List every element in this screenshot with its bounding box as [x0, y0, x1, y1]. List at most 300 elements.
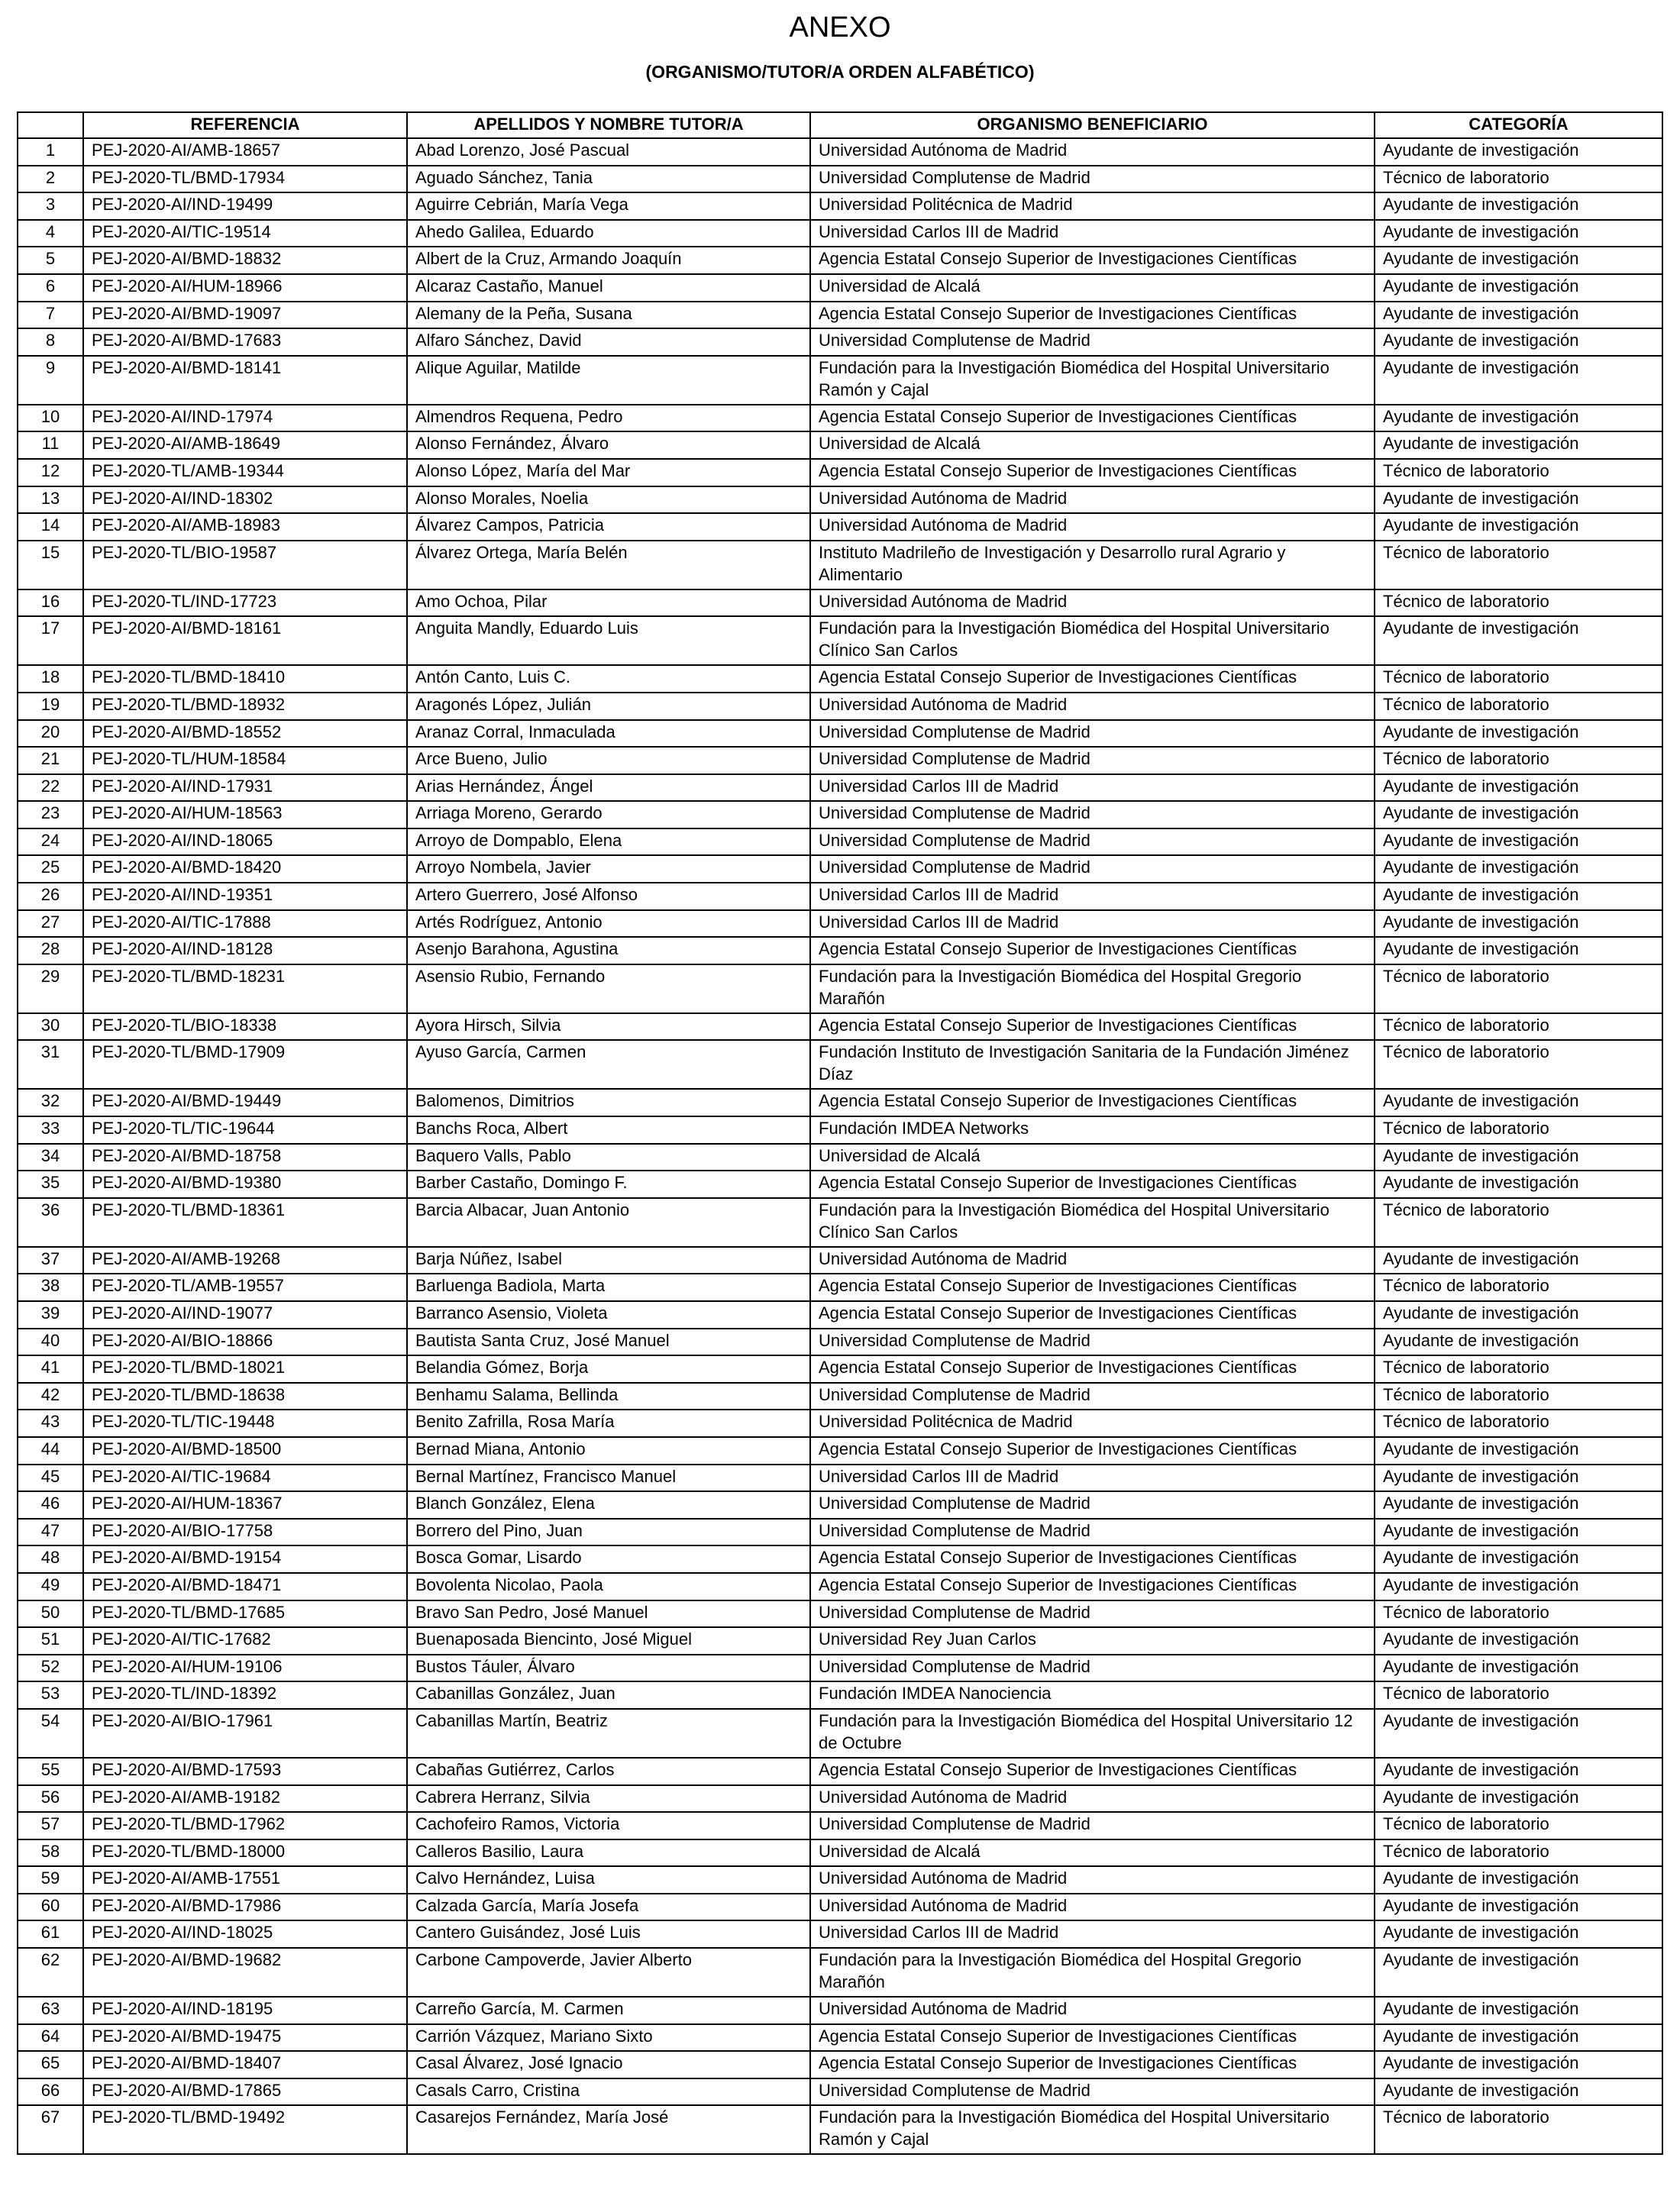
organismo-cell: Universidad Complutense de Madrid: [810, 328, 1375, 356]
table-row: [18, 1545, 1662, 1573]
tutor-cell: Ahedo Galilea, Eduardo: [407, 220, 810, 247]
referencia-cell: PEJ-2020-AI/HUM-18367: [83, 1491, 407, 1519]
row-number: 44: [18, 1437, 83, 1465]
table-row: [18, 302, 1662, 329]
organismo-cell: Agencia Estatal Consejo Superior de Investigaciones Científicas: [810, 247, 1375, 274]
categoria-cell: Ayudante de investigación: [1375, 356, 1662, 405]
row-number: 51: [18, 1627, 83, 1655]
referencia-cell: PEJ-2020-AI/TIC-17888: [83, 910, 407, 938]
categoria-cell: Técnico de laboratorio: [1375, 1040, 1662, 1089]
categoria-cell: Técnico de laboratorio: [1375, 1383, 1662, 1410]
referencia-cell: PEJ-2020-TL/BMD-18000: [83, 1839, 407, 1867]
categoria-cell: Técnico de laboratorio: [1375, 1410, 1662, 1437]
organismo-cell: Agencia Estatal Consejo Superior de Investigaciones Científicas: [810, 459, 1375, 486]
tutor-cell: Albert de la Cruz, Armando Joaquín: [407, 247, 810, 274]
row-number: 31: [18, 1040, 83, 1089]
referencia-cell: PEJ-2020-AI/TIC-19684: [83, 1465, 407, 1492]
referencia-cell: PEJ-2020-AI/BMD-19154: [83, 1545, 407, 1573]
row-number: 60: [18, 1894, 83, 1921]
referencia-cell: PEJ-2020-AI/IND-18128: [83, 937, 407, 964]
organismo-cell: Fundación para la Investigación Biomédica del Hospital Universitario Ramón y Cajal: [810, 356, 1375, 405]
row-number: 25: [18, 855, 83, 883]
row-number: 12: [18, 459, 83, 486]
table-row: [18, 1812, 1662, 1839]
organismo-cell: Universidad Politécnica de Madrid: [810, 192, 1375, 220]
table-row: [18, 2105, 1662, 2154]
categoria-cell: Técnico de laboratorio: [1375, 459, 1662, 486]
organismo-cell: Agencia Estatal Consejo Superior de Investigaciones Científicas: [810, 1274, 1375, 1301]
tutor-cell: Cantero Guisández, José Luis: [407, 1920, 810, 1948]
categoria-cell: Ayudante de investigación: [1375, 883, 1662, 910]
row-number: 33: [18, 1116, 83, 1144]
organismo-cell: Agencia Estatal Consejo Superior de Investigaciones Científicas: [810, 1089, 1375, 1116]
tutor-cell: Aguirre Cebrián, María Vega: [407, 192, 810, 220]
organismo-cell: Universidad Autónoma de Madrid: [810, 693, 1375, 720]
referencia-cell: PEJ-2020-AI/HUM-18966: [83, 274, 407, 302]
organismo-cell: Universidad Complutense de Madrid: [810, 1383, 1375, 1410]
table-row: [18, 405, 1662, 432]
table-row: [18, 138, 1662, 166]
referencia-cell: PEJ-2020-AI/BMD-18471: [83, 1573, 407, 1600]
row-number: 8: [18, 328, 83, 356]
categoria-cell: Ayudante de investigación: [1375, 486, 1662, 514]
row-number: 58: [18, 1839, 83, 1867]
table-row: [18, 1948, 1662, 1997]
table-row: [18, 1681, 1662, 1709]
row-number: 50: [18, 1600, 83, 1628]
tutor-cell: Bovolenta Nicolao, Paola: [407, 1573, 810, 1600]
header-organismo: ORGANISMO BENEFICIARIO: [810, 112, 1375, 138]
categoria-cell: Técnico de laboratorio: [1375, 1198, 1662, 1247]
categoria-cell: Ayudante de investigación: [1375, 1545, 1662, 1573]
table-row: [18, 1247, 1662, 1274]
document-title: ANEXO: [789, 11, 891, 44]
row-number: 9: [18, 356, 83, 405]
referencia-cell: PEJ-2020-TL/BMD-18410: [83, 665, 407, 693]
organismo-cell: Universidad Politécnica de Madrid: [810, 1410, 1375, 1437]
table-row: [18, 1573, 1662, 1600]
organismo-cell: Agencia Estatal Consejo Superior de Investigaciones Científicas: [810, 1013, 1375, 1041]
referencia-cell: PEJ-2020-TL/BMD-17962: [83, 1812, 407, 1839]
categoria-cell: Ayudante de investigación: [1375, 1920, 1662, 1948]
categoria-cell: Técnico de laboratorio: [1375, 166, 1662, 193]
row-number: 62: [18, 1948, 83, 1997]
row-number: 64: [18, 2024, 83, 2052]
tutor-cell: Artés Rodríguez, Antonio: [407, 910, 810, 938]
tutor-cell: Cabanillas Martín, Beatriz: [407, 1709, 810, 1758]
referencia-cell: PEJ-2020-AI/BMD-19682: [83, 1948, 407, 1997]
organismo-cell: Agencia Estatal Consejo Superior de Investigaciones Científicas: [810, 1545, 1375, 1573]
row-number: 38: [18, 1274, 83, 1301]
referencia-cell: PEJ-2020-AI/IND-18302: [83, 486, 407, 514]
categoria-cell: Ayudante de investigación: [1375, 855, 1662, 883]
referencia-cell: PEJ-2020-AI/BIO-17961: [83, 1709, 407, 1758]
categoria-cell: Técnico de laboratorio: [1375, 589, 1662, 617]
categoria-cell: Ayudante de investigación: [1375, 1171, 1662, 1198]
referencia-cell: PEJ-2020-AI/IND-18195: [83, 1997, 407, 2024]
referencia-cell: PEJ-2020-AI/AMB-17551: [83, 1866, 407, 1894]
tutor-cell: Almendros Requena, Pedro: [407, 405, 810, 432]
referencia-cell: PEJ-2020-TL/AMB-19344: [83, 459, 407, 486]
table-row: [18, 747, 1662, 774]
organismo-cell: Universidad Complutense de Madrid: [810, 828, 1375, 856]
referencia-cell: PEJ-2020-AI/TIC-17682: [83, 1627, 407, 1655]
tutor-cell: Arce Bueno, Julio: [407, 747, 810, 774]
tutor-cell: Bustos Táuler, Álvaro: [407, 1655, 810, 1682]
table-row: [18, 1274, 1662, 1301]
tutor-cell: Calzada García, María Josefa: [407, 1894, 810, 1921]
referencia-cell: PEJ-2020-AI/BMD-18141: [83, 356, 407, 405]
categoria-cell: Ayudante de investigación: [1375, 1573, 1662, 1600]
tutor-cell: Carreño García, M. Carmen: [407, 1997, 810, 2024]
referencia-cell: PEJ-2020-AI/AMB-18649: [83, 431, 407, 459]
referencia-cell: PEJ-2020-AI/AMB-18983: [83, 513, 407, 541]
tutor-cell: Borrero del Pino, Juan: [407, 1519, 810, 1546]
organismo-cell: Agencia Estatal Consejo Superior de Investigaciones Científicas: [810, 665, 1375, 693]
categoria-cell: Ayudante de investigación: [1375, 192, 1662, 220]
referencia-cell: PEJ-2020-TL/BMD-18932: [83, 693, 407, 720]
table-row: [18, 1013, 1662, 1041]
categoria-cell: Ayudante de investigación: [1375, 1301, 1662, 1329]
referencia-cell: PEJ-2020-TL/BMD-17685: [83, 1600, 407, 1628]
referencia-cell: PEJ-2020-AI/BMD-18407: [83, 2051, 407, 2078]
categoria-cell: Ayudante de investigación: [1375, 828, 1662, 856]
tutor-cell: Alcaraz Castaño, Manuel: [407, 274, 810, 302]
referencia-cell: PEJ-2020-AI/BMD-17865: [83, 2078, 407, 2106]
table-row: [18, 720, 1662, 748]
tutor-cell: Casarejos Fernández, María José: [407, 2105, 810, 2154]
row-number: 53: [18, 1681, 83, 1709]
table-row: [18, 616, 1662, 665]
organismo-cell: Agencia Estatal Consejo Superior de Investigaciones Científicas: [810, 1573, 1375, 1600]
tutor-cell: Cachofeiro Ramos, Victoria: [407, 1812, 810, 1839]
tutor-cell: Arriaga Moreno, Gerardo: [407, 801, 810, 828]
table-row: [18, 1839, 1662, 1867]
organismo-cell: Agencia Estatal Consejo Superior de Investigaciones Científicas: [810, 405, 1375, 432]
organismo-cell: Agencia Estatal Consejo Superior de Investigaciones Científicas: [810, 1301, 1375, 1329]
table-row: [18, 964, 1662, 1013]
referencia-cell: PEJ-2020-AI/BMD-19097: [83, 302, 407, 329]
categoria-cell: Técnico de laboratorio: [1375, 1355, 1662, 1383]
organismo-cell: Universidad Complutense de Madrid: [810, 166, 1375, 193]
organismo-cell: Agencia Estatal Consejo Superior de Investigaciones Científicas: [810, 1437, 1375, 1465]
tutor-cell: Benito Zafrilla, Rosa María: [407, 1410, 810, 1437]
categoria-cell: Técnico de laboratorio: [1375, 1274, 1662, 1301]
categoria-cell: Técnico de laboratorio: [1375, 1839, 1662, 1867]
referencia-cell: PEJ-2020-TL/BMD-18021: [83, 1355, 407, 1383]
table-row: [18, 1329, 1662, 1356]
categoria-cell: Ayudante de investigación: [1375, 302, 1662, 329]
categoria-cell: Ayudante de investigación: [1375, 1655, 1662, 1682]
categoria-cell: Ayudante de investigación: [1375, 1948, 1662, 1997]
table-row: [18, 1383, 1662, 1410]
tutor-cell: Bautista Santa Cruz, José Manuel: [407, 1329, 810, 1356]
referencia-cell: PEJ-2020-AI/HUM-19106: [83, 1655, 407, 1682]
referencia-cell: PEJ-2020-TL/IND-18392: [83, 1681, 407, 1709]
referencia-cell: PEJ-2020-AI/IND-19351: [83, 883, 407, 910]
row-number: 4: [18, 220, 83, 247]
table-row: [18, 247, 1662, 274]
categoria-cell: Ayudante de investigación: [1375, 1866, 1662, 1894]
table-row: [18, 356, 1662, 405]
organismo-cell: Universidad Complutense de Madrid: [810, 1600, 1375, 1628]
categoria-cell: Ayudante de investigación: [1375, 1437, 1662, 1465]
referencia-cell: PEJ-2020-AI/BMD-18500: [83, 1437, 407, 1465]
row-number: 36: [18, 1198, 83, 1247]
referencia-cell: PEJ-2020-AI/IND-18025: [83, 1920, 407, 1948]
row-number: 34: [18, 1144, 83, 1171]
referencia-cell: PEJ-2020-TL/BMD-17934: [83, 166, 407, 193]
referencia-cell: PEJ-2020-AI/HUM-18563: [83, 801, 407, 828]
row-number: 3: [18, 192, 83, 220]
organismo-cell: Agencia Estatal Consejo Superior de Investigaciones Científicas: [810, 937, 1375, 964]
row-number: 6: [18, 274, 83, 302]
tutor-cell: Alemany de la Peña, Susana: [407, 302, 810, 329]
referencia-cell: PEJ-2020-AI/BMD-19380: [83, 1171, 407, 1198]
table-row: [18, 192, 1662, 220]
table-row: [18, 910, 1662, 938]
referencia-cell: PEJ-2020-TL/BMD-19492: [83, 2105, 407, 2154]
categoria-cell: Ayudante de investigación: [1375, 937, 1662, 964]
row-number: 48: [18, 1545, 83, 1573]
tutor-cell: Carrión Vázquez, Mariano Sixto: [407, 2024, 810, 2052]
row-number: 43: [18, 1410, 83, 1437]
organismo-cell: Universidad Complutense de Madrid: [810, 1812, 1375, 1839]
header-number: [18, 112, 83, 138]
table-row: [18, 1519, 1662, 1546]
organismo-cell: Fundación IMDEA Networks: [810, 1116, 1375, 1144]
row-number: 52: [18, 1655, 83, 1682]
organismo-cell: Universidad Carlos III de Madrid: [810, 1465, 1375, 1492]
categoria-cell: Ayudante de investigación: [1375, 1785, 1662, 1813]
row-number: 65: [18, 2051, 83, 2078]
tutor-cell: Barber Castaño, Domingo F.: [407, 1171, 810, 1198]
tutor-cell: Cabañas Gutiérrez, Carlos: [407, 1758, 810, 1785]
organismo-cell: Universidad Autónoma de Madrid: [810, 138, 1375, 166]
tutor-cell: Bernal Martínez, Francisco Manuel: [407, 1465, 810, 1492]
organismo-cell: Universidad Complutense de Madrid: [810, 855, 1375, 883]
row-number: 16: [18, 589, 83, 617]
table-row: [18, 1655, 1662, 1682]
referencia-cell: PEJ-2020-AI/BMD-17683: [83, 328, 407, 356]
row-number: 5: [18, 247, 83, 274]
tutor-cell: Asensio Rubio, Fernando: [407, 964, 810, 1013]
tutor-cell: Arroyo de Dompablo, Elena: [407, 828, 810, 856]
organismo-cell: Agencia Estatal Consejo Superior de Investigaciones Científicas: [810, 1171, 1375, 1198]
categoria-cell: Ayudante de investigación: [1375, 247, 1662, 274]
tutor-cell: Abad Lorenzo, José Pascual: [407, 138, 810, 166]
table-row: [18, 937, 1662, 964]
table-row: [18, 665, 1662, 693]
referencia-cell: PEJ-2020-AI/BMD-18552: [83, 720, 407, 748]
referencia-cell: PEJ-2020-TL/BMD-18361: [83, 1198, 407, 1247]
organismo-cell: Fundación para la Investigación Biomédica del Hospital Gregorio Marañón: [810, 964, 1375, 1013]
referencia-cell: PEJ-2020-AI/BMD-18758: [83, 1144, 407, 1171]
header-referencia: REFERENCIA: [83, 112, 407, 138]
organismo-cell: Universidad de Alcalá: [810, 274, 1375, 302]
table-header-row: [18, 112, 1662, 138]
row-number: 13: [18, 486, 83, 514]
referencia-cell: PEJ-2020-AI/BMD-18832: [83, 247, 407, 274]
organismo-cell: Universidad Carlos III de Madrid: [810, 1920, 1375, 1948]
organismo-cell: Fundación para la Investigación Biomédica del Hospital Universitario Clínico San Carlos: [810, 1198, 1375, 1247]
table-row: [18, 589, 1662, 617]
row-number: 15: [18, 541, 83, 589]
organismo-cell: Universidad Complutense de Madrid: [810, 1329, 1375, 1356]
categoria-cell: Ayudante de investigación: [1375, 220, 1662, 247]
table-row: [18, 1709, 1662, 1758]
row-number: 61: [18, 1920, 83, 1948]
table-row: [18, 2051, 1662, 2078]
tutor-cell: Arroyo Nombela, Javier: [407, 855, 810, 883]
tutor-cell: Álvarez Campos, Patricia: [407, 513, 810, 541]
categoria-cell: Técnico de laboratorio: [1375, 1013, 1662, 1041]
categoria-cell: Técnico de laboratorio: [1375, 1681, 1662, 1709]
referencia-cell: PEJ-2020-AI/AMB-19268: [83, 1247, 407, 1274]
row-number: 1: [18, 138, 83, 166]
table-row: [18, 513, 1662, 541]
organismo-cell: Universidad Carlos III de Madrid: [810, 910, 1375, 938]
organismo-cell: Universidad Complutense de Madrid: [810, 801, 1375, 828]
organismo-cell: Universidad de Alcalá: [810, 1144, 1375, 1171]
tutor-cell: Bosca Gomar, Lisardo: [407, 1545, 810, 1573]
categoria-cell: Ayudante de investigación: [1375, 2078, 1662, 2106]
table-row: [18, 274, 1662, 302]
referencia-cell: PEJ-2020-AI/BMD-19449: [83, 1089, 407, 1116]
row-number: 41: [18, 1355, 83, 1383]
tutor-cell: Alonso López, María del Mar: [407, 459, 810, 486]
table-row: [18, 828, 1662, 856]
categoria-cell: Ayudante de investigación: [1375, 431, 1662, 459]
organismo-cell: Universidad Autónoma de Madrid: [810, 1997, 1375, 2024]
table-row: [18, 1894, 1662, 1921]
row-number: 11: [18, 431, 83, 459]
organismo-cell: Agencia Estatal Consejo Superior de Investigaciones Científicas: [810, 2051, 1375, 2078]
row-number: 46: [18, 1491, 83, 1519]
categoria-cell: Ayudante de investigación: [1375, 616, 1662, 665]
organismo-cell: Universidad Autónoma de Madrid: [810, 513, 1375, 541]
categoria-cell: Ayudante de investigación: [1375, 1997, 1662, 2024]
row-number: 42: [18, 1383, 83, 1410]
organismo-cell: Universidad Complutense de Madrid: [810, 1655, 1375, 1682]
tutor-cell: Balomenos, Dimitrios: [407, 1089, 810, 1116]
organismo-cell: Agencia Estatal Consejo Superior de Investigaciones Científicas: [810, 2024, 1375, 2052]
table-row: [18, 1491, 1662, 1519]
categoria-cell: Ayudante de investigación: [1375, 1329, 1662, 1356]
tutor-cell: Aguado Sánchez, Tania: [407, 166, 810, 193]
table-row: [18, 1171, 1662, 1198]
tutor-cell: Casal Álvarez, José Ignacio: [407, 2051, 810, 2078]
table-row: [18, 1089, 1662, 1116]
anexo-table: [17, 111, 1663, 2155]
categoria-cell: Técnico de laboratorio: [1375, 665, 1662, 693]
tutor-cell: Aranaz Corral, Inmaculada: [407, 720, 810, 748]
organismo-cell: Fundación IMDEA Nanociencia: [810, 1681, 1375, 1709]
referencia-cell: PEJ-2020-AI/BMD-17593: [83, 1758, 407, 1785]
table-row: [18, 1198, 1662, 1247]
organismo-cell: Universidad de Alcalá: [810, 1839, 1375, 1867]
tutor-cell: Bravo San Pedro, José Manuel: [407, 1600, 810, 1628]
table-row: [18, 883, 1662, 910]
organismo-cell: Universidad Carlos III de Madrid: [810, 883, 1375, 910]
referencia-cell: PEJ-2020-TL/TIC-19448: [83, 1410, 407, 1437]
organismo-cell: Instituto Madrileño de Investigación y Desarrollo rural Agrario y Alimentario: [810, 541, 1375, 589]
organismo-cell: Universidad Autónoma de Madrid: [810, 486, 1375, 514]
row-number: 30: [18, 1013, 83, 1041]
row-number: 27: [18, 910, 83, 938]
row-number: 45: [18, 1465, 83, 1492]
table-row: [18, 1866, 1662, 1894]
row-number: 67: [18, 2105, 83, 2154]
categoria-cell: Técnico de laboratorio: [1375, 541, 1662, 589]
tutor-cell: Casals Carro, Cristina: [407, 2078, 810, 2106]
row-number: 59: [18, 1866, 83, 1894]
tutor-cell: Antón Canto, Luis C.: [407, 665, 810, 693]
tutor-cell: Barluenga Badiola, Marta: [407, 1274, 810, 1301]
categoria-cell: Ayudante de investigación: [1375, 405, 1662, 432]
table-row: [18, 693, 1662, 720]
row-number: 23: [18, 801, 83, 828]
row-number: 20: [18, 720, 83, 748]
row-number: 28: [18, 937, 83, 964]
referencia-cell: PEJ-2020-AI/IND-18065: [83, 828, 407, 856]
table-row: [18, 1465, 1662, 1492]
referencia-cell: PEJ-2020-AI/BIO-18866: [83, 1329, 407, 1356]
table-row: [18, 328, 1662, 356]
tutor-cell: Aragonés López, Julián: [407, 693, 810, 720]
categoria-cell: Ayudante de investigación: [1375, 1247, 1662, 1274]
table-row: [18, 1997, 1662, 2024]
categoria-cell: Ayudante de investigación: [1375, 1144, 1662, 1171]
table-row: [18, 1040, 1662, 1089]
header-tutor: APELLIDOS Y NOMBRE TUTOR/A: [407, 112, 810, 138]
row-number: 55: [18, 1758, 83, 1785]
organismo-cell: Agencia Estatal Consejo Superior de Investigaciones Científicas: [810, 302, 1375, 329]
organismo-cell: Universidad Autónoma de Madrid: [810, 1894, 1375, 1921]
categoria-cell: Ayudante de investigación: [1375, 774, 1662, 802]
organismo-cell: Universidad Autónoma de Madrid: [810, 1785, 1375, 1813]
row-number: 14: [18, 513, 83, 541]
tutor-cell: Barja Núñez, Isabel: [407, 1247, 810, 1274]
table-row: [18, 774, 1662, 802]
table-row: [18, 1437, 1662, 1465]
organismo-cell: Fundación para la Investigación Biomédica del Hospital Universitario 12 de Octubre: [810, 1709, 1375, 1758]
organismo-cell: Universidad Complutense de Madrid: [810, 2078, 1375, 2106]
header-categoria: CATEGORÍA: [1375, 112, 1662, 138]
tutor-cell: Alonso Morales, Noelia: [407, 486, 810, 514]
categoria-cell: Ayudante de investigación: [1375, 2051, 1662, 2078]
referencia-cell: PEJ-2020-AI/IND-17931: [83, 774, 407, 802]
organismo-cell: Agencia Estatal Consejo Superior de Investigaciones Científicas: [810, 1758, 1375, 1785]
categoria-cell: Técnico de laboratorio: [1375, 1116, 1662, 1144]
row-number: 7: [18, 302, 83, 329]
referencia-cell: PEJ-2020-AI/BMD-18161: [83, 616, 407, 665]
tutor-cell: Cabanillas González, Juan: [407, 1681, 810, 1709]
table-row: [18, 1410, 1662, 1437]
tutor-cell: Ayora Hirsch, Silvia: [407, 1013, 810, 1041]
tutor-cell: Alonso Fernández, Álvaro: [407, 431, 810, 459]
tutor-cell: Benhamu Salama, Bellinda: [407, 1383, 810, 1410]
tutor-cell: Belandia Gómez, Borja: [407, 1355, 810, 1383]
referencia-cell: PEJ-2020-AI/BMD-17986: [83, 1894, 407, 1921]
categoria-cell: Ayudante de investigación: [1375, 1894, 1662, 1921]
referencia-cell: PEJ-2020-AI/IND-17974: [83, 405, 407, 432]
referencia-cell: PEJ-2020-AI/BIO-17758: [83, 1519, 407, 1546]
table-row: [18, 1920, 1662, 1948]
tutor-cell: Calleros Basilio, Laura: [407, 1839, 810, 1867]
table-row: [18, 486, 1662, 514]
row-number: 47: [18, 1519, 83, 1546]
